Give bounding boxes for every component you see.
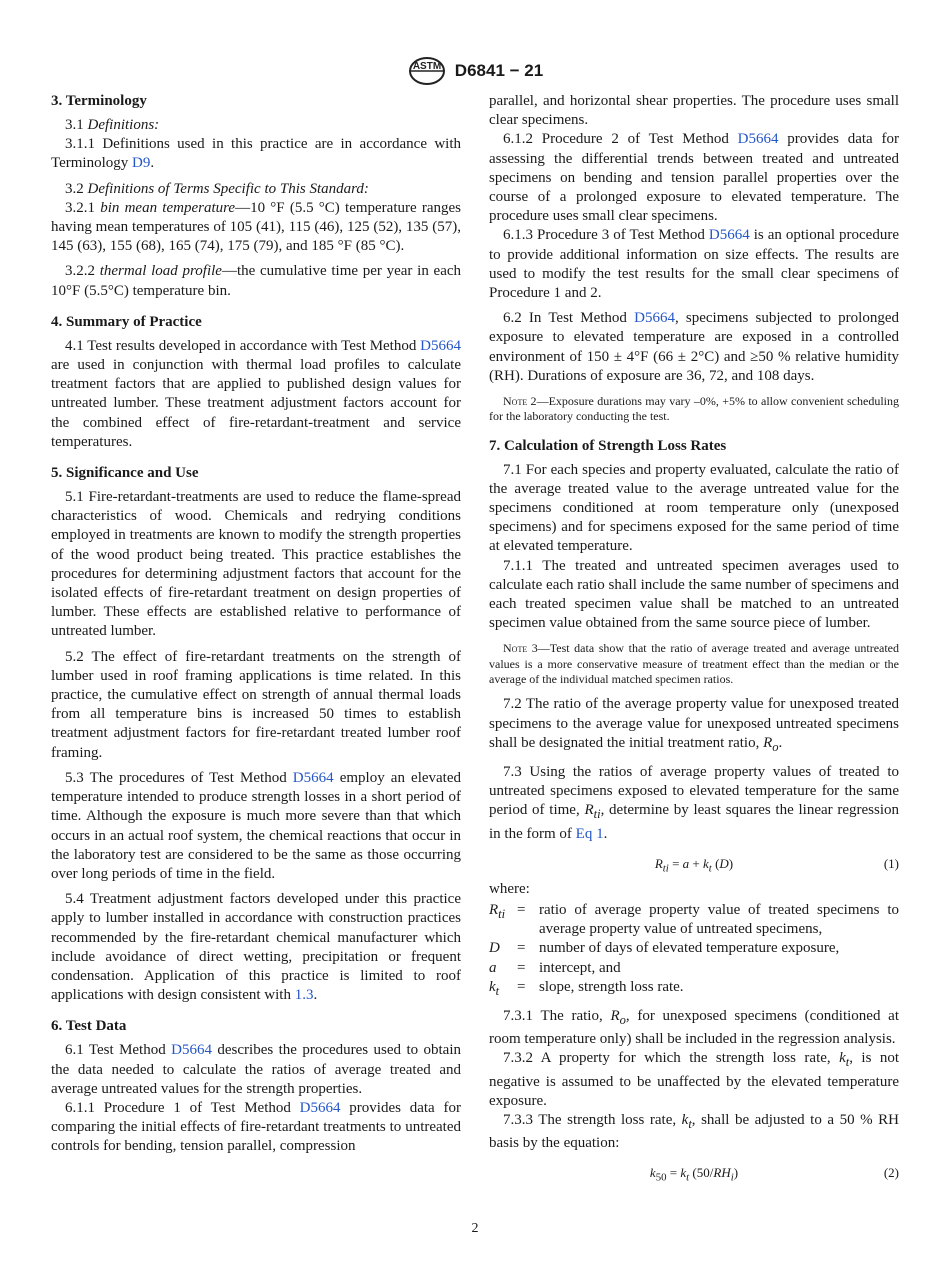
para-7-3: 7.3 Using the ratios of average property values of treated to untreated specimens exposed to elevated temperature for the same period of time, $R_{ti}$, determine by least squares the linear regression in the form of Eq 1. — [489, 763, 900, 842]
page-header — [0, 56, 950, 86]
para-5-4: 5.4 Treatment adjustment factors developed under this practice apply to lumber installed in accordance with construction practices recommended by the fire-retardant chemical manufacturer which include avoidance of direct wetting, precipitation or frequent condensation. Application of this practice is limited to roof applications with design consistent with 1.3. — [51, 891, 461, 1004]
note-2: Note 2—Exposure durations may vary –0%, +5% to allow convenient scheduling for the laboratory conducting the test. — [489, 394, 899, 424]
variable-definitions — [489, 901, 899, 1001]
equation-2-number: (2) — [883, 1165, 899, 1181]
definition-row: D = number of days of elevated temperature exposure, — [489, 940, 840, 957]
link-d5664[interactable]: D5664 — [634, 310, 675, 327]
para-7-3-2: 7.3.2 A property for which the strength loss rate, $k_t$, is not negative is assumed to be unaffected by the elevated temperature exposure. — [489, 1050, 899, 1109]
para-7-3-1: 7.3.1 The ratio, $R_o$, for unexposed specimens (conditioned at room temperature only) shall be included in the regression analysis. — [489, 1008, 899, 1048]
equation-1-expression: $R_{ti} = a + k_t$ (D) — [654, 855, 734, 875]
para-4-1: 4.1 Test results developed in accordance with Test Method D5664 are used in conjunction with thermal load profiles to calculate treatment factors that are applied to published design values for untreated lumber. These treatment adjustment factors account for the combined effect of fire-retardant-treatment and service temperatures. — [51, 337, 461, 450]
para-5-2: 5.2 The effect of fire-retardant treatments on the strength of lumber used in roof framing applications is time related. In this practice, the cumulative effect on strength of annual thermal loads from all temperature bins is increased 50 times to establish treatment adjustment factors for fire-retardant treated lumber roof framing. — [51, 648, 461, 761]
astm-logo-icon — [407, 56, 447, 86]
para-3-1-1: 3.1.1 Definitions used in this practice are in accordance with Terminology D9. — [51, 136, 461, 172]
equation-2 — [489, 1159, 899, 1183]
note-3: Note 3—Test data show that the ratio of average treated and average untreated values is a more conservative measure of treatment effect than the median or the average of the individual matched specimen ratios. — [489, 641, 900, 687]
para-3-2-1: 3.2.1 bin mean temperature—10 °F (5.5 °C) temperature ranges having mean temperatures of 105 (41), 115 (46), 125 (52), 135 (57), 145 (63), 155 (68), 165 (74), 175 (79), and 185 °F (85 °C). — [51, 199, 462, 255]
equation-1-number: (1) — [883, 855, 899, 871]
para-6-1: 6.1 Test Method D5664 describes the procedures used to obtain the data needed to calculate the ratios of average treated and average untreated values for the strength properties. — [51, 1042, 462, 1097]
link-d5664[interactable]: D5664 — [171, 1042, 212, 1059]
para-6-1-3: 6.1.3 Procedure 3 of Test Method D5664 is an optional procedure to provide additional information on size effects. The results are used to modify the test results for the small clear specimens of Procedure 1 and 2. — [489, 227, 899, 302]
section-heading-3: 3. Terminology — [51, 93, 147, 109]
para-6-1-1: 6.1.1 Procedure 1 of Test Method D5664 provides data for comparing the initial effects of fire-retardant treatments to untreated controls for bending, tension parallel, compression — [51, 1099, 461, 1155]
para-3-2: 3.2 Definitions of Terms Specific to This Standard: — [65, 180, 369, 197]
section-heading-6: 6. Test Data — [51, 1018, 127, 1035]
definition-row: a = intercept, and — [489, 959, 621, 976]
link-eq-1[interactable]: Eq 1 — [575, 825, 604, 842]
where-label: where: — [489, 880, 530, 897]
link-d5664[interactable]: D5664 — [292, 769, 334, 786]
equation-1 — [489, 850, 899, 874]
section-heading-5: 5. Significance and Use — [51, 465, 199, 482]
para-7-1-1: 7.1.1 The treated and untreated specimen averages used to calculate each ratio shall include the same number of specimens and each treated specimen value shall be matched to an untreated specimen value obtained from the same source piece of lumber. — [489, 557, 899, 632]
svg-text:ASTM: ASTM — [412, 61, 441, 72]
link-d5664[interactable]: D5664 — [737, 131, 779, 148]
para-7-2: 7.2 The ratio of the average property value for unexposed treated specimens to the average value for unexposed untreated specimens shall be designated the initial treatment ratio, $R_o$. — [489, 696, 899, 754]
link-d5664[interactable]: D5664 — [420, 337, 461, 354]
section-heading-4: 4. Summary of Practice — [51, 313, 202, 330]
link-d5664[interactable]: D5664 — [299, 1099, 341, 1116]
section-heading-7: 7. Calculation of Strength Loss Rates — [489, 437, 727, 454]
link-d9[interactable]: D9 — [132, 155, 151, 172]
equation-2-expression: $k_{50} = k_t$ $(50/RH_i)$ — [649, 1165, 739, 1185]
definition-row: $R_{ti}$ = ratio of average property value of treated specimens to average property value of untreated specimens, — [489, 901, 899, 938]
para-5-3: 5.3 The procedures of Test Method D5664 employ an elevated temperature intended to produce strength losses in a short period of time. Although the exposure is much more severe than that which occurs in an actual roof system, the chemical reactions that occur in the laboratory test are considered to be the same as those occurring over long periods of time in the field. — [51, 769, 461, 882]
para-3-2-2: 3.2.2 thermal load profile—the cumulative time per year in each 10°F (5.5°C) temperature bin. — [51, 263, 462, 299]
left-column — [51, 92, 461, 1157]
link-d5664[interactable]: D5664 — [708, 227, 750, 244]
para-6-2: 6.2 In Test Method D5664, specimens subjected to prolonged exposure to elevated temperature are exposed in a controlled environment of 150 ± 4°F (66 ± 2°C) and ≥50 % relative humidity (RH). Durations of exposure are 36, 72, and 108 days. — [489, 310, 899, 384]
link-section-1-3[interactable]: 1.3 — [294, 987, 314, 1004]
para-7-3-3: 7.3.3 The strength loss rate, $k_t$, shall be adjusted to a 50 % RH basis by the equation: — [489, 1112, 899, 1152]
definition-row: $k_t$ = slope, strength loss rate. — [489, 978, 684, 998]
para-3-1: 3.1 Definitions: — [65, 117, 160, 133]
para-5-1: 5.1 Fire-retardant-treatments are used to reduce the flame-spread characteristics of wood. Chemicals and redrying conditions employed in treatments are known to modify the strength properties of the wood product being treated. This practice establishes the procedures for determining adjustment factors that account for the isolated effects of fire-retardant treatment on design properties of lumber. These effects are established relative to performance of untreated lumber. — [51, 489, 461, 640]
para-7-1: 7.1 For each species and property evaluated, calculate the ratio of the average treated value to the average untreated value for the specimens conditioned at room temperature only (unexposed specimens) and for specimens exposed for the same period of time at elevated temperature. — [489, 461, 899, 555]
right-column — [489, 92, 899, 1189]
page-number: 2 — [471, 1221, 479, 1236]
para-6-1-2: 6.1.2 Procedure 2 of Test Method D5664 provides data for assessing the differential trends between treated and untreated specimens on bending and tension parallel properties over the course of a prolonged exposure to elevated temperature. The procedure uses small clear specimens. — [489, 131, 899, 225]
document-designation: D6841 − 21 — [454, 61, 544, 80]
para-6-1-1-cont: parallel, and horizontal shear properties. The procedure uses small clear specimens. — [489, 93, 899, 129]
